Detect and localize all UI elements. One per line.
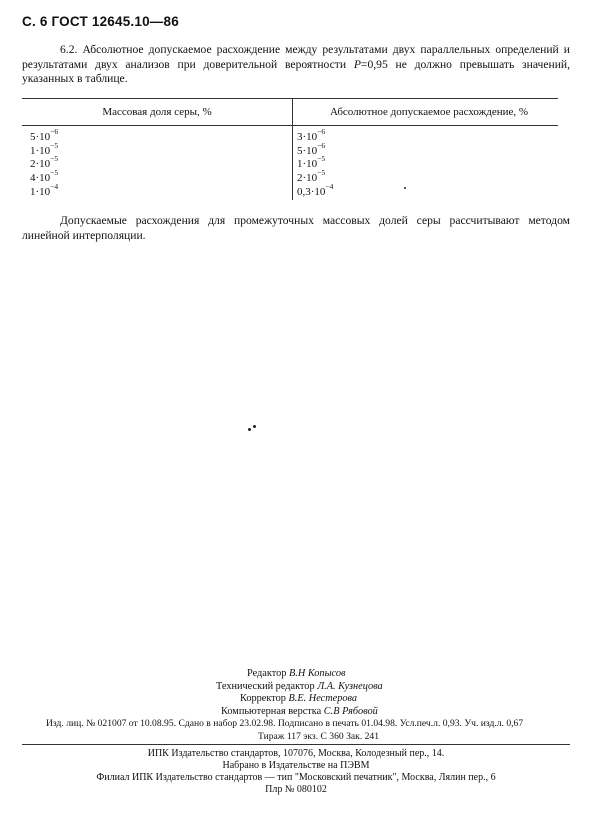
table-col-mass — [30, 127, 59, 200]
scan-speck — [253, 425, 256, 428]
table-header-mass: Массовая доля серы, % — [102, 106, 212, 118]
table-column-divider — [292, 98, 293, 200]
credits-block — [200, 668, 383, 718]
credit-layout: Компьютерная верстка С.В Рябовой — [221, 705, 378, 717]
credit-tech-editor: Технический редактор Л.А. Кузнецова — [216, 680, 383, 692]
table-top-rule — [22, 98, 558, 99]
table-cell: $0,3\cdot 10^{-4}$ — [297, 181, 334, 198]
interpolation-note: Допускаемые расхождения для промежуточных массовых долей серы рассчитывают методом линейной интерполяции. — [22, 214, 570, 242]
table-cell: $1\cdot 10^{-5}$ — [297, 154, 326, 171]
table-cell: $2\cdot 10^{-5}$ — [30, 154, 59, 171]
scan-speck — [248, 428, 251, 431]
page-header: С. 6 ГОСТ 12645.10—86 — [22, 14, 179, 29]
clause-number: 6.2. — [60, 43, 78, 56]
clause-text-after: =0,95 не должно превышать значений, указанных в таблице. — [22, 57, 571, 85]
publication-line-2: Тираж 117 экз. С 360 Зак. 241 — [258, 730, 380, 742]
table-cell: $3\cdot 10^{-6}$ — [297, 127, 326, 143]
imprint-rule — [22, 744, 570, 745]
table-cell: $2\cdot 10^{-5}$ — [297, 168, 326, 185]
table-cell: $5\cdot 10^{-6}$ — [297, 140, 326, 157]
table-col-tolerance — [297, 127, 334, 200]
credit-corrector: Корректор В.Е. Нестерова — [240, 693, 358, 705]
clause-6-2 — [22, 43, 570, 87]
clause-text-before: Абсолютное допускаемое расхождение между результатами двух параллельных определений и результатами двух анализов при доверительной вероятности — [22, 43, 570, 71]
publication-line-1: Изд. лиц. № 021007 от 10.08.95. Сдано в набор 23.02.98. Подписано в печать 01.04.98. Усл.печ.л. 0,93. Уч. изд.л. 0,67 — [46, 718, 524, 729]
table-cell: $5\cdot 10^{-6}$ — [30, 127, 59, 143]
imprint-line-2: Набрано в Издательстве на ПЭВМ — [222, 760, 370, 771]
imprint-line-3: Филиал ИПК Издательство стандартов — тип "Московский печатник", Москва, Лялин пер., 6 — [96, 772, 496, 783]
table-cell: $1\cdot 10^{-5}$ — [30, 140, 59, 157]
publication-data — [46, 718, 523, 743]
table-header-rule — [22, 125, 558, 126]
imprint-line-1: ИПК Издательство стандартов, 107076, Москва, Колодезный пер., 14. — [147, 748, 445, 759]
imprint-block — [22, 748, 570, 796]
table-header-tolerance: Абсолютное допускаемое расхождение, % — [329, 106, 529, 118]
table-cell: $4\cdot 10^{-5}$ — [30, 168, 59, 185]
credit-editor: Редактор В.Н Копысов — [247, 668, 346, 679]
imprint-line-4: Плр № 080102 — [265, 784, 327, 795]
scan-speck — [404, 187, 406, 189]
clause-symbol: P — [353, 57, 361, 71]
table-cell: $1\cdot 10^{-4}$ — [30, 181, 59, 198]
